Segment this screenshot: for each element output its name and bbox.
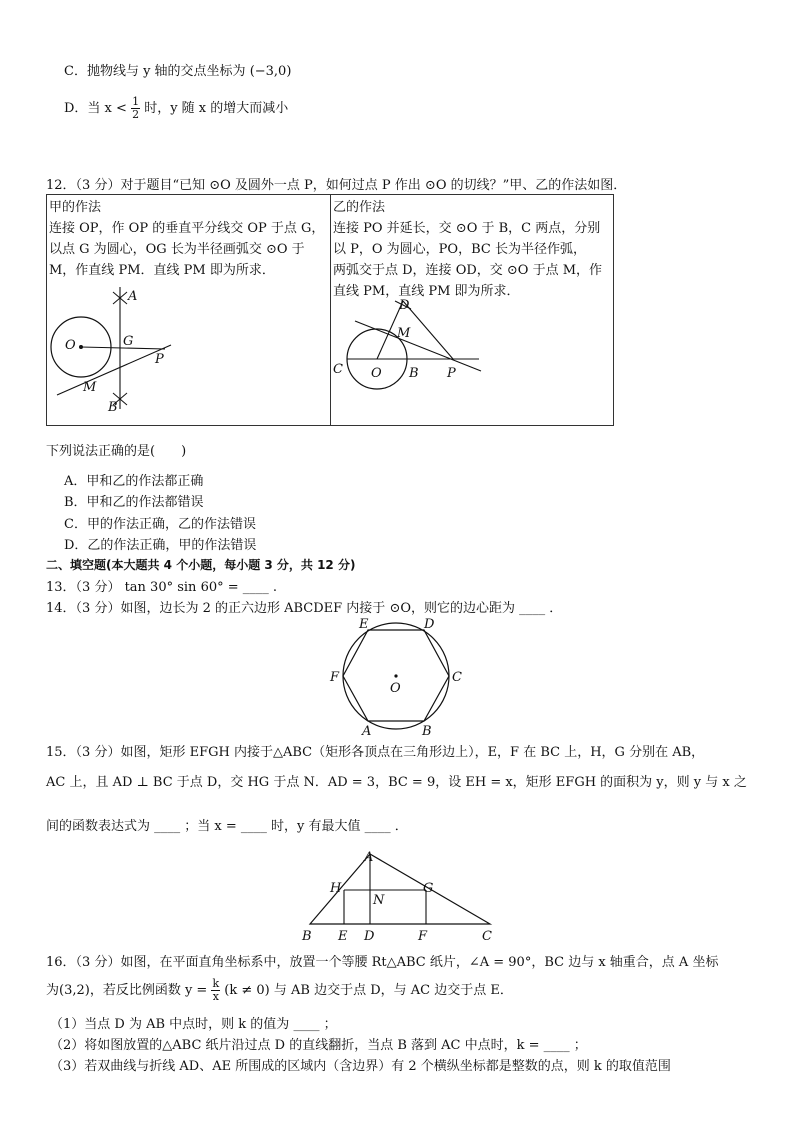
q14-label-a: A	[362, 724, 372, 738]
jia-label-m: M	[83, 380, 97, 395]
q16-line-2-suffix: (k ≠ 0) 与 AB 边交于点 D，与 AC 边交于点 E．	[224, 983, 513, 998]
q15-triangle-figure	[296, 848, 500, 944]
q15-label-n: N	[373, 893, 385, 908]
jia-label-p: P	[155, 352, 164, 367]
section-2-title: 二、填空题(本大题共 4 个小题，每小题 3 分，共 12 分)	[46, 558, 356, 572]
q15-label-a: A	[364, 850, 374, 865]
q16-line-2	[46, 978, 513, 1003]
yi-method-line: 以 P，O 为圆心，PO，BC 长为半径作弧，	[333, 242, 586, 257]
yi-method-title: 乙的作法	[333, 200, 386, 215]
q14-label-d: D	[424, 617, 435, 632]
q12-option-b: B．甲和乙的作法都错误	[64, 495, 204, 510]
q12-prompt: 下列说法正确的是( )	[46, 444, 187, 459]
yi-label-o: O	[371, 366, 382, 381]
q12-option-d: D．乙的作法正确，甲的作法错误	[64, 538, 257, 553]
q16-sub-2: （2）将如图放置的△ABC 纸片沿过点 D 的直线翻折，当点 B 落到 AC 中点时，k = ____ ；	[50, 1038, 587, 1053]
q11-option-c: C．抛物线与 y 轴的交点坐标为 (−3,0)	[64, 64, 292, 79]
fraction-one-half	[131, 96, 140, 121]
q15-line-2: AC 上，且 AD ⊥ BC 于点 D，交 HG 于点 N．AD = 3，BC = 9，设 EH = x，矩形 EFGH 的面积为 y，则 y 与 x 之	[46, 775, 747, 790]
jia-construction-figure	[47, 285, 331, 425]
q14-label-b: B	[422, 724, 432, 738]
q16-line-2-prefix: 为(3,2)，若反比例函数 y =	[46, 983, 208, 998]
q16-sub-3: （3）若双曲线与折线 AD、AE 所围成的区域内（含边界）有 2 个横纵坐标都是整数的点，则 k 的取值范围	[50, 1059, 671, 1074]
fraction-denominator: 2	[132, 108, 140, 121]
fraction-numerator: 1	[132, 95, 140, 108]
q14-hexagon-figure	[326, 614, 466, 738]
yi-method-line: 连接 PO 并延长，交 ⊙O 于 B，C 两点，分别	[333, 221, 601, 236]
yi-method-line: 两弧交于点 D，连接 OD，交 ⊙O 于点 M，作	[333, 263, 603, 278]
q11-option-d-prefix: D．当 x <	[64, 101, 127, 116]
jia-method-line: 连接 OP，作 OP 的垂直平分线交 OP 于点 G，	[49, 221, 325, 236]
q15-label-g: G	[423, 881, 434, 896]
q12-stem: 12．（3 分）对于题目“已知 ⊙O 及圆外一点 P，如何过点 P 作出 ⊙O 的切线？”甲、乙的作法如图．	[46, 178, 627, 193]
yi-label-m: M	[397, 326, 411, 341]
q11-option-d-suffix: 时，y 随 x 的增大而减小	[144, 101, 289, 116]
q13-text: 13．（3 分） tan 30° sin 60° = ____ .	[46, 580, 278, 595]
q15-line-1: 15．（3 分）如图，矩形 EFGH 内接于△ABC（矩形各顶点在三角形边上），E，F 在 BC 上，H，G 分别在 AB，	[46, 745, 705, 760]
yi-label-b: B	[409, 366, 419, 381]
jia-label-o: O	[65, 338, 76, 353]
q15-label-b: B	[302, 929, 312, 944]
q14-text: 14．（3 分）如图，边长为 2 的正六边形 ABCDEF 内接于 ⊙O，则它的边心距为 ____ ．	[46, 601, 563, 616]
yi-label-c: C	[333, 362, 343, 377]
jia-method-text	[49, 197, 324, 281]
jia-label-g: G	[123, 334, 134, 349]
q14-label-c: C	[452, 670, 462, 685]
jia-label-a: A	[128, 289, 138, 304]
q15-label-e: E	[338, 929, 348, 944]
q12-option-c: C．甲的作法正确，乙的作法错误	[64, 517, 256, 532]
jia-method-title: 甲的作法	[49, 200, 102, 215]
yi-label-p: P	[447, 366, 456, 381]
yi-construction-figure	[331, 299, 613, 425]
fraction-denominator: x	[212, 990, 219, 1003]
yi-method-line: 直线 PM，直线 PM 即为所求．	[333, 284, 520, 299]
yi-method-text	[333, 197, 602, 302]
q15-label-h: H	[330, 881, 342, 896]
q15-line-3: 间的函数表达式为 ____ ；当 x = ____ 时，y 有最大值 ____ ．	[46, 819, 408, 834]
q15-label-f: F	[418, 929, 428, 944]
jia-method-cell	[47, 195, 331, 425]
q14-label-o: O	[390, 681, 401, 696]
q14-label-e: E	[359, 617, 369, 632]
fraction-k-over-x	[211, 978, 220, 1003]
fraction-numerator: k	[212, 977, 220, 990]
q12-method-table	[46, 194, 614, 426]
q16-line-1: 16．（3 分）如图，在平面直角坐标系中，放置一个等腰 Rt△ABC 纸片，∠A = 90°，BC 边与 x 轴重合，点 A 坐标	[46, 955, 719, 970]
q11-option-d	[64, 96, 288, 121]
jia-label-b: B	[108, 400, 118, 415]
jia-method-line: M，作直线 PM．直线 PM 即为所求．	[49, 263, 275, 278]
yi-method-cell	[331, 195, 613, 425]
jia-method-line: 以点 G 为圆心，OG 长为半径画弧交 ⊙O 于	[49, 242, 305, 257]
yi-label-d: D	[399, 299, 410, 313]
q15-label-c: C	[482, 929, 492, 944]
q12-option-a: A．甲和乙的作法都正确	[64, 474, 204, 489]
q16-sub-1: （1）当点 D 为 AB 中点时，则 k 的值为 ____ ；	[50, 1017, 337, 1032]
q14-label-f: F	[330, 670, 340, 685]
q15-label-d: D	[364, 929, 375, 944]
